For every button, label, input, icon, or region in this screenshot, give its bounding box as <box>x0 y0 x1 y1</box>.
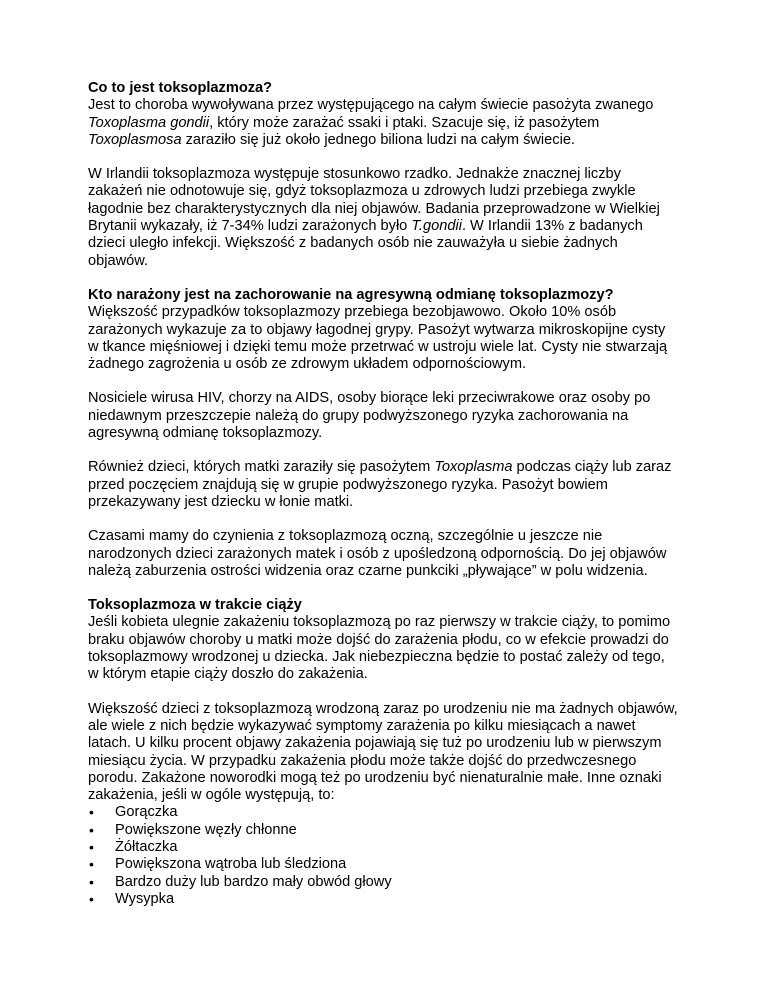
paragraph: Większość dzieci z toksoplazmozą wrodzoną zaraz po urodzeniu nie ma żadnych objawów, ale wiele z nich będzie wykazywać symptomy zarażenia po kilku miesiącach a nawet latach. U kilku procent objawy zakażenia pojawiają się tuż po urodzeniu lub w pierwszym miesiącu życia. W przypadku zakażenia płodu może także dojść do przedwczesnego porodu. Zakażone noworodki mogą też po urodzeniu być nienaturalnie małe. Inne oznaki zakażenia, jeśli w ogóle występują, to: <box>88 700 678 804</box>
species-name: Toxoplasma gondii <box>88 114 210 131</box>
paragraph-block <box>88 390 678 442</box>
paragraph: Również dzieci, których matki zaraziły się pasożytem Toxoplasma podczas ciąży lub zaraz przed poczęciem znajdują się w grupie podwyższonego ryzyka. Pasożyt bowiem przekazywany jest dziecku w łonie matki. <box>88 459 672 510</box>
paragraph: Większość przypadków toksoplazmozy przebiega bezobjawowo. Około 10% osób zarażonych wykazuje za to objawy łagodnej grypy. Pasożyt wytwarza mikroskopijne cysty w tkance mięśniowej i dzięki temu może przetrwać w ustroju wiele lat. Cysty nie stwarzają żadnego zagrożenia u osób ze zdrowym układem odpornościowym. <box>88 304 668 373</box>
paragraph: Nosiciele wirusa HIV, chorzy na AIDS, osoby biorące leki przeciwrakowe oraz osoby po niedawnym przeszczepie należą do grupy podwyższonego ryzyka zachorowania na agresywną odmianę toksoplazmozy. <box>88 390 651 442</box>
paragraph: W Irlandii toksoplazmoza występuje stosunkowo rzadko. Jednakże znacznej liczby zakażeń nie odnotowuje się, gdyż toksoplazmoza u zdrowych ludzi przebiega zwykle łagodnie bez charakterystycznych dla niej objawów. Badania przeprowadzone w Wielkiej Brytanii wykazały, iż 7-34% ludzi zarażonych było T.gondii. W Irlandii 13% z badanych dzieci uległo infekcji. Większość z badanych osób nie zauważyła u siebie żadnych objawów. <box>88 166 660 269</box>
section-ireland <box>88 166 678 270</box>
paragraph-block <box>88 701 678 909</box>
section-heading: Co to jest toksoplazmoza? <box>88 80 273 96</box>
list-item: • Gorączka <box>88 804 678 821</box>
paragraph: Jest to choroba wywoływana przez występującego na całym świecie pasożyta zwanego Toxoplasma gondii, który może zarażać ssaki i ptaki. Szacuje się, iż pasożytem Toxoplasmosa zaraziło się już około jednego biliona ludzi na całym świecie. <box>88 97 654 148</box>
species-name: Toxoplasma <box>434 459 513 476</box>
paragraph: Jeśli kobieta ulegnie zakażeniu toksoplazmozą po raz pierwszy w trakcie ciąży, to pomimo braku objawów choroby u matki może dojść do zarażenia płodu, co w efekcie prowadzi do toksoplazmowy wrodzonej u dziecka. Jak niebezpieczna będzie to postać zależy od tego, w którym etapie ciąży doszło do zakażenia. <box>88 614 671 683</box>
section-what-is <box>88 80 678 149</box>
symptom-list <box>88 804 678 908</box>
section-heading: Toksoplazmoza w trakcie ciąży <box>88 597 302 614</box>
section-risk <box>88 287 678 373</box>
section-pregnancy <box>88 597 678 683</box>
document-page <box>88 80 678 925</box>
paragraph: Czasami mamy do czynienia z toksoplazmozą oczną, szczególnie u jeszcze nie narodzonych dzieci zarażonych matek i osób z upośledzoną odpornością. Do jej objawów należą zaburzenia ostrości widzenia oraz czarne punkciki „pływające” w polu widzenia. <box>88 528 667 579</box>
list-item: • Wysypka <box>88 891 678 908</box>
list-item: • Żółtaczka <box>88 839 678 856</box>
species-name: Toxoplasmosa <box>88 131 182 148</box>
list-item: • Powiększone węzły chłonne <box>88 822 678 839</box>
list-item: • Bardzo duży lub bardzo mały obwód głowy <box>88 874 678 891</box>
species-name: T.gondii <box>411 218 462 235</box>
list-item: • Powiększona wątroba lub śledziona <box>88 856 678 873</box>
paragraph-block <box>88 459 678 511</box>
section-heading: Kto narażony jest na zachorowanie na agresywną odmianę toksoplazmozy? <box>88 286 614 303</box>
paragraph-block <box>88 528 678 580</box>
